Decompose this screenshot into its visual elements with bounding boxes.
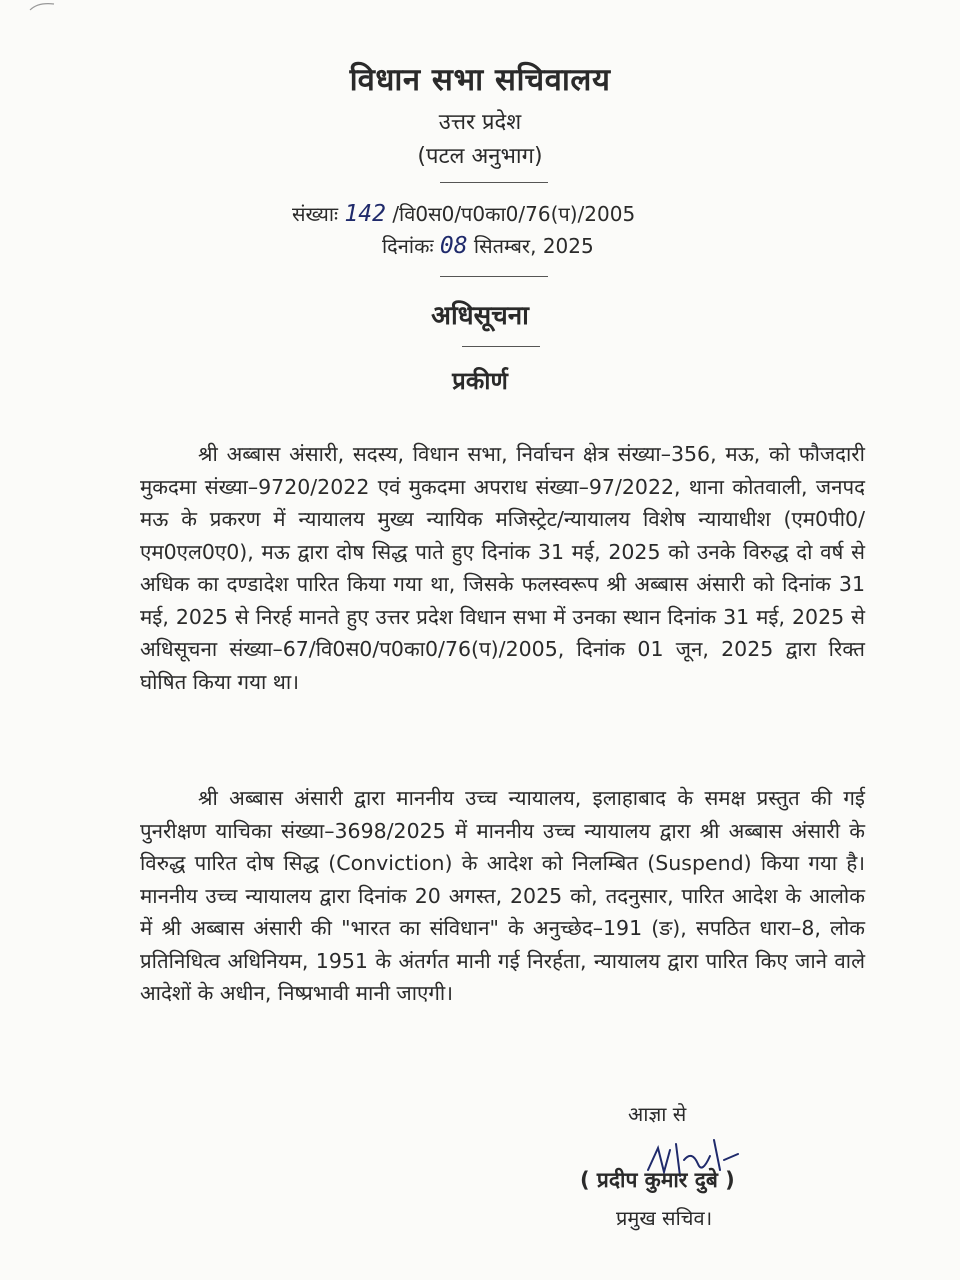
notice-subtitle: प्रकीर्ण <box>452 367 508 395</box>
reference-date <box>382 232 594 259</box>
corner-scribble-mark <box>28 0 58 14</box>
body-paragraph-2: श्री अब्बास अंसारी द्वारा माननीय उच्च न्यायालय, इलाहाबाद के समक्ष प्रस्तुत की गई पुनरीक्षण याचिका संख्या–3698/2025 में माननीय उच्च न्यायालय द्वारा श्री अब्बास अंसारी के विरुद्ध पारित दोष सिद्ध (Conviction) के आदेश को निलम्बित (Suspend) किया गया है। माननीय उच्च न्यायालय द्वारा दिनांक 20 अगस्त, 2025 को, तदनुसार, पारित आदेश के आलोक में श्री अब्बास अंसारी की "भारत का संविधान" के अनुच्छेद–191 (ङ), सपठित धारा–8, लोक प्रतिनिधित्व अधिनियम, 1951 के अंतर्गत मानी गई निरर्हता, न्यायालय द्वारा पारित किए जाने वाले आदेशों के अधीन, निष्प्रभावी मानी जाएगी। <box>140 786 865 1005</box>
divider-1 <box>440 182 548 183</box>
reference-date-handwritten: 08 <box>439 233 468 259</box>
reference-date-label: दिनांकः <box>382 234 434 258</box>
signatory-name: ( प्रदीप कुमार दुबे ) <box>580 1168 735 1192</box>
reference-number-label: संख्याः <box>292 202 339 226</box>
notice-title: अधिसूचना <box>431 301 529 331</box>
reference-number-suffix: /वि0स0/प0का0/76(प)/2005 <box>392 202 636 226</box>
reference-number <box>292 200 635 227</box>
divider-2 <box>440 276 548 277</box>
body-paragraph-1: श्री अब्बास अंसारी, सदस्य, विधान सभा, निर्वाचन क्षेत्र संख्या–356, मऊ, को फौजदारी मुकदमा संख्या–9720/2022 एवं मुकदमा अपराध संख्या–97/2022, थाना कोतवाली, जनपद मऊ के प्रकरण में न्यायालय मुख्य न्यायिक मजिस्ट्रेट/न्यायालय विशेष न्यायाधीश (एम0पी0/एम0एल0ए0), मऊ द्वारा दोष सिद्ध पाते हुए दिनांक 31 मई, 2025 को उनके विरुद्ध दो वर्ष से अधिक का दण्डादेश पारित किया गया था, जिसके फलस्वरूप श्री अब्बास अंसारी को दिनांक 31 मई, 2025 से निरर्ह मानते हुए उत्तर प्रदेश विधान सभा में उनका स्थान दिनांक 31 मई, 2025 से अधिसूचना संख्या–67/वि0स0/प0का0/76(प)/2005, दिनांक 01 जून, 2025 द्वारा रिक्त घोषित किया गया था। <box>140 442 865 694</box>
state-name: उत्तर प्रदेश <box>438 110 522 135</box>
office-title: विधान सभा सचिवालय <box>349 62 611 98</box>
reference-number-handwritten: 142 <box>344 201 386 227</box>
section-name: (पटल अनुभाग) <box>417 144 543 169</box>
by-order-text: आज्ञा से <box>628 1102 687 1126</box>
divider-3 <box>462 346 540 347</box>
reference-date-suffix: सितम्बर, 2025 <box>473 234 594 258</box>
signatory-designation: प्रमुख सचिव। <box>616 1206 713 1230</box>
